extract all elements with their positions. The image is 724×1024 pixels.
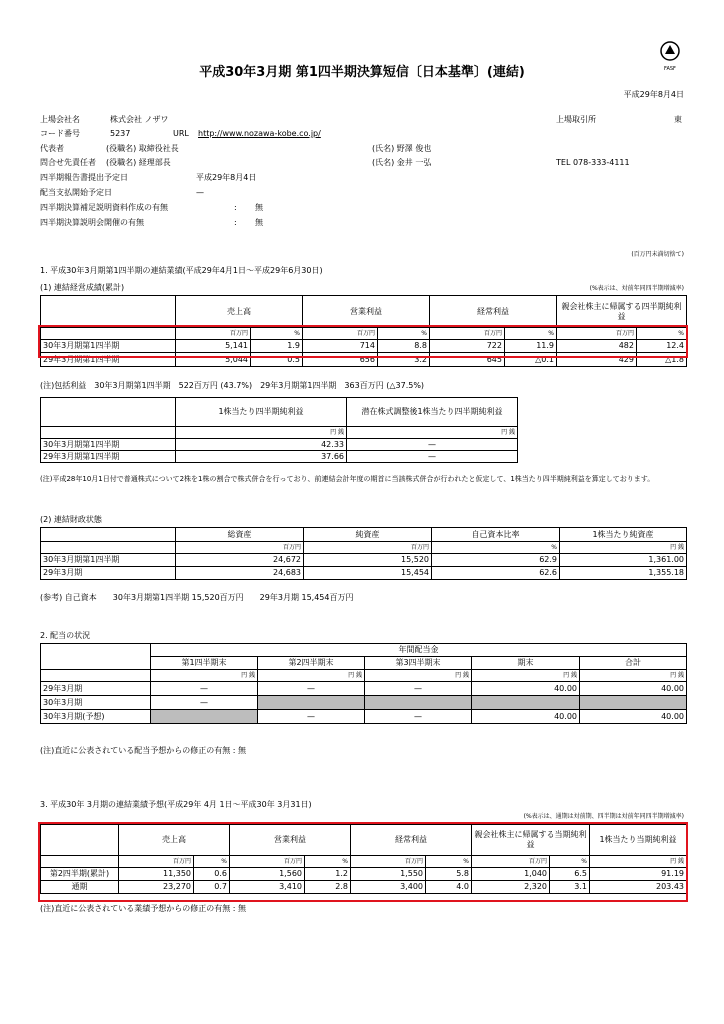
eps-note: (注)平成28年10月1日付で普通株式について2株を1株の割合で株式併合を行っており、前連結会計年度の期首に当該株式併合が行われたと仮定して、1株当たり四半期純利益を算定しております。 (40, 475, 655, 483)
table-cell (41, 670, 151, 682)
rep-label: 代表者 (40, 144, 64, 153)
value-cell: 5,044 (176, 353, 251, 367)
brief-label: 四半期決算説明会開催の有無 (40, 218, 144, 227)
corner-cell (41, 296, 176, 328)
unit-cell: 円 銭 (472, 670, 580, 682)
section1-sub2: (2) 連結財政状態 (40, 515, 102, 524)
tel: TEL 078-333-4111 (556, 158, 630, 167)
eps-table (40, 397, 518, 463)
corner-cell (41, 644, 151, 657)
section2-heading: 2. 配当の状況 (40, 631, 91, 640)
unit-cell: 円 銭 (365, 670, 472, 682)
unit-cell: % (637, 328, 687, 340)
company-name-label: 上場会社名 (40, 115, 80, 124)
row-label: 第2四半期(累計) (41, 868, 119, 881)
value-cell: 1,361.00 (560, 554, 687, 567)
col-year-end: 期末 (472, 657, 580, 670)
value-cell: 8.8 (378, 340, 430, 353)
row-label: 30年3月期第1四半期 (41, 554, 176, 567)
col-total: 合計 (580, 657, 687, 670)
col-bps: 1株当たり純資産 (560, 528, 687, 542)
value-cell: 0.5 (251, 353, 303, 367)
value-cell: 12.4 (637, 340, 687, 353)
row-label: 30年3月期(予想) (41, 710, 151, 724)
table-cell (41, 542, 176, 554)
table-row (41, 682, 687, 696)
value-cell: 40.00 (580, 710, 687, 724)
value-cell (365, 696, 472, 710)
value-cell: 6.5 (550, 868, 590, 881)
section3-heading: 3. 平成30年 3月期の連結業績予想(平成29年 4月 1日～平成30年 3月31日) (40, 800, 312, 809)
value-cell: 24,683 (176, 567, 304, 580)
dividend-table (40, 643, 687, 724)
value-cell: 203.43 (590, 881, 687, 894)
corner-cell (41, 528, 176, 542)
div-start-date: — (196, 188, 204, 197)
unit-cell: % (251, 328, 303, 340)
value-cell: 714 (303, 340, 378, 353)
table-cell (41, 657, 151, 670)
unit-cell: 円 銭 (176, 427, 347, 439)
row-label: 29年3月期 (41, 682, 151, 696)
unit-cell: 百万円 (472, 856, 550, 868)
value-cell: 1.2 (305, 868, 351, 881)
value-cell: 62.9 (432, 554, 560, 567)
value-cell: 3,410 (230, 881, 305, 894)
value-cell: — (258, 682, 365, 696)
value-cell: 5,141 (176, 340, 251, 353)
logo-text: FASF (664, 66, 676, 72)
dividend-note: (注)直近に公表されている配当予想からの修正の有無 : 無 (40, 746, 247, 755)
table-row (41, 439, 518, 451)
report-date: 平成29年8月4日 (623, 90, 684, 99)
financial-position-table (40, 527, 687, 580)
unit-cell: 円 銭 (580, 670, 687, 682)
value-cell: 2,320 (472, 881, 550, 894)
contact-name: (氏名) 金井 一弘 (372, 158, 432, 167)
row-label: 29年3月期 (41, 567, 176, 580)
value-cell (258, 696, 365, 710)
col-net-income: 親会社株主に帰属する当期純利益 (472, 825, 590, 856)
value-cell: 429 (557, 353, 637, 367)
highlight-box (38, 325, 688, 358)
forecast-note: (注)直近に公表されている業績予想からの修正の有無 : 無 (40, 904, 247, 913)
value-cell: △1.8 (637, 353, 687, 367)
value-cell: 62.6 (432, 567, 560, 580)
section1-sub1: (1) 連結経営成績(累計) (40, 283, 125, 292)
highlight-box (38, 822, 688, 902)
unit-cell: 円 銭 (590, 856, 687, 868)
contact-title: (役職名) 経理部長 (106, 158, 171, 167)
value-cell: 5.8 (426, 868, 472, 881)
value-cell: 42.33 (176, 439, 347, 451)
value-cell: 1.9 (251, 340, 303, 353)
value-cell: 2.8 (305, 881, 351, 894)
supp-label: 四半期決算補足説明資料作成の有無 (40, 203, 168, 212)
col-q2-end: 第2四半期末 (258, 657, 365, 670)
value-cell: — (151, 682, 258, 696)
row-label: 29年3月期第1四半期 (41, 451, 176, 463)
col-total-assets: 総資産 (176, 528, 304, 542)
corner-cell (41, 398, 176, 427)
unit-cell: 百万円 (430, 328, 505, 340)
value-cell: 15,454 (304, 567, 432, 580)
section1-pct-note: (%表示は、対前年同四半期増減率) (589, 285, 684, 292)
table-cell (41, 427, 176, 439)
rep-title: (役職名) 取締役社長 (106, 144, 179, 153)
col-eps: 1株当たり当期純利益 (590, 825, 687, 856)
contact-label: 問合せ先責任者 (40, 158, 96, 167)
col-q3-end: 第3四半期末 (365, 657, 472, 670)
filing-label: 四半期報告書提出予定日 (40, 173, 128, 182)
equity-note: (参考) 自己資本 30年3月期第1四半期 15,520百万円 29年3月期 15,454百万円 (40, 593, 354, 602)
unit-cell: 百万円 (176, 328, 251, 340)
col-sales: 売上高 (176, 296, 303, 328)
value-cell: — (365, 682, 472, 696)
row-label: 30年3月期第1四半期 (41, 439, 176, 451)
exchange-value: 東 (674, 115, 682, 124)
value-cell (151, 710, 258, 724)
value-cell: 40.00 (472, 710, 580, 724)
value-cell: 0.6 (194, 868, 230, 881)
value-cell: 4.0 (426, 881, 472, 894)
value-cell: 3.1 (550, 881, 590, 894)
rounding-note: (百万円未満切捨て) (631, 251, 684, 258)
fasf-emblem-icon (656, 40, 684, 62)
value-cell: 656 (303, 353, 378, 367)
value-cell: — (365, 710, 472, 724)
table-row (41, 710, 687, 724)
value-cell: 3.2 (378, 353, 430, 367)
company-name: 株式会社 ノザワ (110, 115, 169, 124)
value-cell: — (347, 451, 518, 463)
value-cell: 1,560 (230, 868, 305, 881)
unit-cell: 百万円 (351, 856, 426, 868)
value-cell: 91.19 (590, 868, 687, 881)
unit-cell: 百万円 (230, 856, 305, 868)
row-label: 通期 (41, 881, 119, 894)
brief-value: 無 (255, 218, 263, 227)
table-row (41, 451, 518, 463)
value-cell: 23,270 (119, 881, 194, 894)
table-row (41, 554, 687, 567)
col-net-income: 親会社株主に帰属する四半期純利益 (557, 296, 687, 328)
rep-name: (氏名) 野澤 俊也 (372, 144, 432, 153)
col-ordinary-income: 経常利益 (430, 296, 557, 328)
value-cell: — (258, 710, 365, 724)
value-cell: 645 (430, 353, 505, 367)
value-cell: 11.9 (505, 340, 557, 353)
unit-cell: 円 銭 (151, 670, 258, 682)
comprehensive-income-note: (注)包括利益 30年3月期第1四半期 522百万円 (43.7%) 29年3月期第1四半期 363百万円 (△37.5%) (40, 381, 425, 390)
value-cell: 0.7 (194, 881, 230, 894)
col-operating-income: 営業利益 (230, 825, 351, 856)
unit-cell: 百万円 (303, 328, 378, 340)
supp-value: 無 (255, 203, 263, 212)
section3-pct-note: (%表示は、通期は対前期、四半期は対前年同四半期増減率) (523, 813, 684, 820)
table-row (41, 567, 687, 580)
unit-cell: % (432, 542, 560, 554)
value-cell: 1,040 (472, 868, 550, 881)
exchange-label: 上場取引所 (556, 115, 596, 124)
value-cell: △0.1 (505, 353, 557, 367)
url-label: URL (173, 129, 189, 138)
unit-cell: % (505, 328, 557, 340)
value-cell: 15,520 (304, 554, 432, 567)
value-cell: 722 (430, 340, 505, 353)
value-cell (580, 696, 687, 710)
unit-cell: 百万円 (176, 542, 304, 554)
unit-cell: 百万円 (304, 542, 432, 554)
unit-cell: % (550, 856, 590, 868)
supp-colon: : (234, 203, 237, 212)
col-q1-end: 第1四半期末 (151, 657, 258, 670)
col-equity-ratio: 自己資本比率 (432, 528, 560, 542)
table-row (41, 696, 687, 710)
row-label: 30年3月期第1四半期 (41, 340, 176, 353)
unit-cell: % (194, 856, 230, 868)
col-ordinary-income: 経常利益 (351, 825, 472, 856)
value-cell: 40.00 (580, 682, 687, 696)
value-cell: 40.00 (472, 682, 580, 696)
row-label: 30年3月期 (41, 696, 151, 710)
value-cell: 1,355.18 (560, 567, 687, 580)
brief-colon: : (234, 218, 237, 227)
unit-cell: 円 銭 (560, 542, 687, 554)
col-sales: 売上高 (119, 825, 230, 856)
unit-cell: 円 銭 (258, 670, 365, 682)
value-cell: 1,550 (351, 868, 426, 881)
col-net-assets: 純資産 (304, 528, 432, 542)
value-cell: 37.66 (176, 451, 347, 463)
col-eps: 1株当たり四半期純利益 (176, 398, 347, 427)
unit-cell: % (426, 856, 472, 868)
value-cell: 11,350 (119, 868, 194, 881)
page-title: 平成30年3月期 第1四半期決算短信〔日本基準〕(連結) (199, 65, 525, 80)
filing-date: 平成29年8月4日 (196, 173, 257, 182)
unit-cell: 百万円 (119, 856, 194, 868)
value-cell: 482 (557, 340, 637, 353)
code-label: コード番号 (40, 129, 80, 138)
code-value: 5237 (110, 129, 131, 138)
value-cell: 24,672 (176, 554, 304, 567)
col-operating-income: 営業利益 (303, 296, 430, 328)
value-cell: — (347, 439, 518, 451)
section1-heading: 1. 平成30年3月期第1四半期の連結業績(平成29年4月1日～平成29年6月30日) (40, 266, 323, 275)
div-start-label: 配当支払開始予定日 (40, 188, 112, 197)
col-diluted-eps: 潜在株式調整後1株当たり四半期純利益 (347, 398, 518, 427)
value-cell: — (151, 696, 258, 710)
company-url-link[interactable]: http://www.nozawa-kobe.co.jp/ (198, 129, 321, 138)
unit-cell: % (305, 856, 351, 868)
group-annual-dividend: 年間配当金 (151, 644, 687, 657)
unit-cell: 円 銭 (347, 427, 518, 439)
value-cell (472, 696, 580, 710)
unit-cell: % (378, 328, 430, 340)
unit-cell: 百万円 (557, 328, 637, 340)
value-cell: 3,400 (351, 881, 426, 894)
row-label: 29年3月期第1四半期 (41, 353, 176, 367)
